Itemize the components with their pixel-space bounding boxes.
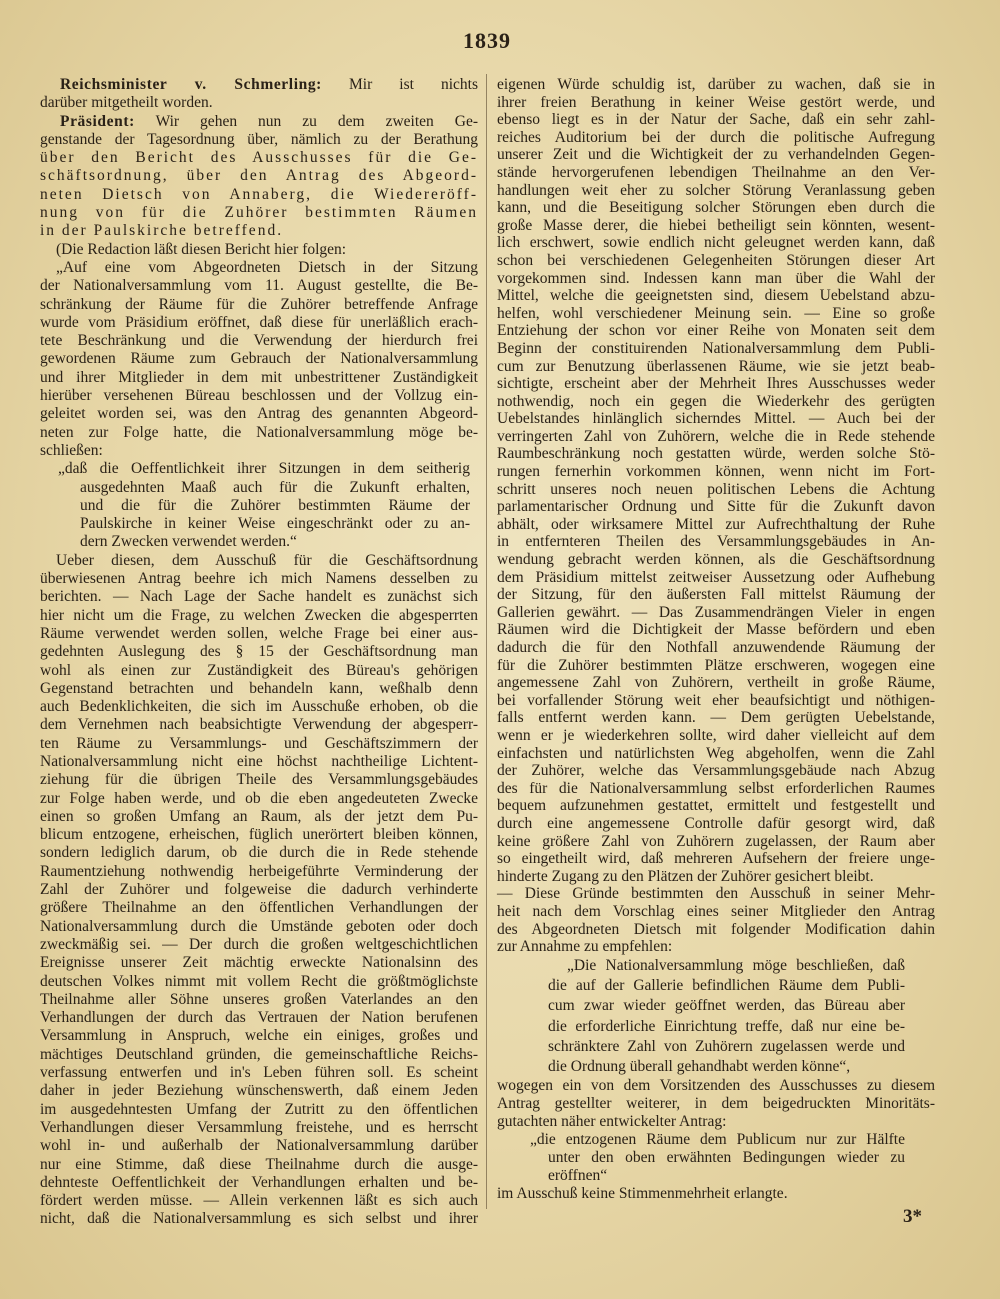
right-line-56: die Ordnung überall gehandhabt werden könne“, (548, 1058, 851, 1076)
left-line-52: Verhandlungen der durch das Vertrauen der Nation berufenen (40, 1009, 478, 1027)
right-line-26: abhält, oder wirksamere Mittel zur Aufrechthaltung der Ruhe (497, 515, 935, 533)
left-line-50: deutschen Volkes nimmt mit vollem Recht die größtmöglichste (40, 972, 478, 990)
left-line-11: „Auf eine vom Abgeordneten Dietsch in der Sitzung (56, 258, 478, 276)
right-line-39: einfachsten und natürlichsten Weg abgeholfen, wenn die Zahl (497, 744, 935, 762)
left-line-07: neten Dietsch von Annaberg, die Wiedereröff- (40, 185, 478, 203)
left-line-63: nicht, daß die Nationalversammlung es sich selbst und ihrer (40, 1210, 478, 1228)
right-line-03: ebenso liegt es in der Natur der Sache, daß ein sehr zahl- (497, 111, 935, 129)
right-line-59: gutachten näher entwickelter Antrag: (497, 1113, 727, 1131)
right-line-23: rungen fernerhin vorkommen können, wenn nicht im Fort- (497, 463, 935, 481)
left-line-36: dem Vernehmen nach beabsichtigte Verwendung der abgesperr- (40, 716, 478, 734)
left-line-40: zur Folge haben werde, und ob die eben angedeuteten Zwecke (40, 789, 478, 807)
right-line-44: keine größere Zahl von Zuhörern zugelassen, der Raum aber (497, 832, 935, 850)
right-line-05: unserer Zeit und die Wichtigkeit der zu verhandelnden Gegen- (497, 146, 935, 164)
left-line-24: und die für die Zuhörer bestimmten Räume der (80, 496, 470, 514)
left-line-25: Paulskirche in keiner Weise eingeschränkt oder zu an- (80, 515, 470, 533)
left-line-10: (Die Redaction läßt diesen Bericht hier folgen: (56, 240, 347, 258)
right-line-14: helfen, wohl verschiedener Meinung sein. — Eine so große (497, 304, 935, 322)
right-line-18: sichtigte, erscheint aber der Mehrheit Ihres Ausschusses weder (497, 375, 935, 393)
right-line-46: hinderte Zugang zu den Plätzen der Zuhörer gesichert bleibt. (497, 867, 874, 885)
left-line-58: Verhandlungen dieser Versammlung freistehe, und es herrscht (40, 1118, 478, 1136)
left-line-48: zweckmäßig sei. — Der durch die großen weltgeschichtlichen (40, 935, 478, 953)
left-line-23: ausgedehnten Maaß auch für die Zukunft erhalten, (80, 478, 470, 496)
left-line-28: überwiesenen Antrag beehre ich mich Namens desselben zu (40, 570, 478, 588)
left-line-06: schäftsordnung, über den Antrag des Abgeord- (40, 167, 478, 185)
right-line-08: kann, und die Beseitigung solcher Störungen eben durch die (497, 199, 935, 217)
right-line-58: Antrag gestellter weiterer, in dem beigedruckten Minoritäts- (497, 1095, 935, 1113)
right-line-52: die auf der Gallerie befindlichen Räume dem Publi- (548, 976, 905, 994)
left-line-54: mächtiges Deutschland gründen, die gemeinschaftliche Reichs- (40, 1045, 478, 1063)
left-line-60: nur eine Stimme, daß diese Theilnahme durch die ausge- (40, 1155, 478, 1173)
right-line-13: Mittel, welche die geeignetsten sind, diesem Uebelstand abzu- (497, 287, 935, 305)
left-line-51: Theilnahme aller Söhne unseres großen Vaterlandes an den (40, 990, 478, 1008)
left-line-26: dern Zwecken verwendet werden.“ (80, 533, 297, 551)
right-line-47: — Diese Gründe bestimmten den Ausschuß in seiner Mehr- (497, 885, 935, 903)
right-line-36: bei vorfallender Störung weit eher beaufsichtigt und nöthigen- (497, 691, 935, 709)
left-line-01 (40, 76, 478, 94)
left-line-34: Gegenstand betrachten und behandeln kann, weßhalb denn (40, 679, 478, 697)
speaker-praesident: Präsident: (60, 112, 135, 130)
left-line-29: berichten. — Nach Lage der Sache handelt es zunächst sich (40, 588, 478, 606)
left-line-38: Nationalversammlung nicht eine höchst nachtheilige Lichtent- (40, 752, 478, 770)
right-line-16: Beginn der constituirenden Nationalversammlung dem Publi- (497, 339, 935, 357)
right-line-55: schränktere Zahl von Zuhörern zugelassen werde und (548, 1037, 905, 1055)
left-line-56: daher in jeder Beziehung wünschenswerth, daß einem Jeden (40, 1082, 478, 1100)
left-line-02: darüber mitgetheilt worden. (40, 94, 213, 112)
right-line-41: des für die Nationalversammlung selbst erforderlichen Raumes (497, 779, 935, 797)
right-line-60: „die entzogenen Räume dem Publicum nur zur Hälfte (530, 1131, 905, 1149)
left-line-32: gedehnten Auslegung des § 15 der Geschäftsordnung man (40, 643, 478, 661)
left-line-46: größere Theilnahme an den öffentlichen Verhandlungen der (40, 899, 478, 917)
left-line-55: verfassung entwerfen und in's Leben führen soll. Es scheint (40, 1064, 478, 1082)
right-line-24: schritt unseres noch neuen politischen Lebens die Achtung (497, 480, 935, 498)
right-line-28: wendung gebracht werden können, als die Geschäftsordnung (497, 551, 935, 569)
left-line-37: ten Räume zu Versammlungs- und Geschäftszimmern der (40, 734, 478, 752)
left-line-33: wohl als einen zur Zuständigkeit des Büreau's gehörigen (40, 661, 478, 679)
right-line-45: so eingetheilt wird, daß mehreren Aufsehern der freiere unge- (497, 850, 935, 868)
right-line-01: eigenen Würde schuldig ist, darüber zu wachen, daß sie in (497, 76, 935, 93)
right-line-29: dem Präsidium mittelst zeitweiser Aussetzung oder Aufhebung (497, 568, 935, 586)
left-line-57: im ausgedehntesten Umfang der Zutritt zu den öffentlichen (40, 1100, 478, 1118)
left-line-22: „daß die Oeffentlichkeit ihrer Sitzungen in dem seitherig (58, 460, 470, 478)
left-line-45: Zahl der Zuhörer und folgeweise die dadurch verhinderte (40, 881, 478, 899)
right-line-04: reiches Auditorium bei der durch die politische Aufregung (497, 128, 935, 146)
left-line-12: der Nationalversammlung vom 11. August gestellte, die Be- (40, 277, 478, 295)
right-line-54: die erforderliche Einrichtung treffe, daß nur eine be- (548, 1017, 905, 1035)
right-line-06: stände hervorgerufenen lebendigen Theilnahme an den Ver- (497, 163, 935, 181)
right-line-63: im Ausschuß keine Stimmenmehrheit erlangte. (497, 1185, 788, 1203)
right-line-02: ihrer freien Berathung in keiner Weise gestört werde, und (497, 93, 935, 111)
left-line-08: nung von für die Zuhörer bestimmten Räumen (40, 204, 478, 222)
left-line-42: blicum entzogene, erheischen, füglich unerörtert bleiben können, (40, 826, 478, 844)
right-line-37: falls entfernt werden kann. — Dem gerügten Uebelstande, (497, 709, 935, 727)
page-number: 1839 (463, 28, 511, 53)
column-divider (486, 74, 487, 1209)
left-line-41: einen so großen Umfang an Raum, als der jetzt dem Pu- (40, 807, 478, 825)
left-line-15: tete Beschränkung und die Verwendung der hierdurch frei (40, 332, 478, 350)
left-column (40, 76, 478, 1229)
left-line-03-text: Wir gehen nun zu dem zweiten Ge- (134, 112, 478, 130)
left-line-18: hierüber versehenen Büreau beschlossen und der Vollzug ein- (40, 387, 478, 405)
right-line-51: „Die Nationalversammlung möge beschließen, daß (567, 956, 905, 974)
right-line-53: cum zwar wieder geöffnet werden, das Büreau aber (548, 997, 905, 1015)
right-line-20: Uebelstandes hinlänglich sicherndes Mittel. — Auch bei der (497, 410, 935, 428)
right-line-30: der Sitzung, für den äußersten Fall mittelst Räumung der (497, 586, 935, 604)
left-line-05: über den Bericht des Ausschusses für die Ge- (40, 149, 478, 167)
left-line-35: auch Bedenklichkeiten, die sich im Ausschuße erhoben, ob die (40, 698, 478, 716)
right-line-10: lich erschwert, sowie endlich nicht geleugnet werden kann, daß (497, 234, 935, 252)
right-line-34: für die Zuhörer bestimmten Plätze erschweren, wogegen eine (497, 656, 935, 674)
right-line-40: der Zuhörer, welche das Versammlungsgebäude nach Abzug (497, 762, 935, 780)
right-column (497, 76, 935, 1203)
right-line-27: in entfernteren Theilen des Versammlungsgebäudes in An- (497, 533, 935, 551)
left-line-03 (40, 113, 478, 131)
right-line-50: zur Annahme zu empfehlen: (497, 938, 673, 956)
right-line-07: handlungen weit eher zu solcher Störung Veranlassung geben (497, 181, 935, 199)
left-line-53: Versammlung in Anspruch, welche ein einiges, großes und (40, 1027, 478, 1045)
right-line-12: vorgekommen sind. Indessen kann man über die Wahl der (497, 269, 935, 287)
left-line-01-text: Mir ist nichts (321, 76, 478, 93)
left-line-16: gewordenen Räume zum Gebrauch der Nationalversammlung (40, 350, 478, 368)
left-line-47: Nationalversammlung durch die Umstände geboten oder doch (40, 917, 478, 935)
right-line-62: eröffnen“ (548, 1167, 608, 1185)
signature-mark: 3* (903, 1206, 922, 1227)
left-line-61: dehnteste Oeffentlichkeit der Verhandlungen erhalten und be- (40, 1173, 478, 1191)
right-line-61: unter den oben erwähnten Bedingungen wieder zu (548, 1149, 905, 1167)
right-line-25: parlamentarischer Ordnung und Sitte für die Zukunft davon (497, 498, 935, 516)
right-line-42: bequem aufzunehmen gestattet, ermittelt und festgestellt und (497, 797, 935, 815)
right-line-57: wogegen ein von dem Vorsitzenden des Ausschusses zu diesem (497, 1077, 935, 1095)
left-line-09: in der Paulskirche betreffend. (40, 222, 284, 240)
left-line-27: Ueber diesen, dem Ausschuß für die Geschäftsordnung (56, 551, 478, 569)
left-line-17: und ihrer Mitglieder in dem mit unbestrittener Zuständigkeit (40, 368, 478, 386)
right-line-35: angemessene Zahl von Zuhörern, vertheilt in große Räume, (497, 674, 935, 692)
left-line-13: schränkung der Räume für die Zuhörer betreffende Anfrage (40, 295, 478, 313)
right-line-38: wenn er je wiederkehren sollte, wird daher vielleicht auf dem (497, 726, 935, 744)
left-line-62: fördert werden müsse. — Allein verkennen läßt es sich auch (40, 1192, 478, 1210)
left-line-59: wohl in- und außerhalb der Nationalversammlung darüber (40, 1137, 478, 1155)
right-line-19: nothwendig, noch ein gegen die Wiederkehr des gerügten (497, 392, 935, 410)
right-line-09: große Masse derer, die hiebei betheiligt sein könnten, wesent- (497, 216, 935, 234)
speaker-schmerling: Reichsminister v. Schmerling: (60, 76, 322, 93)
left-line-39: ziehung für die übrigen Theile des Versammlungsgebäudes (40, 771, 478, 789)
right-line-21: verringerten Zahl von Zuhörern, welche die in Rede stehende (497, 427, 935, 445)
right-line-33: dadurch die für den Nothfall anzuwendende Räumung der (497, 639, 935, 656)
right-line-17: cum zur Benutzung überlassenen Räume, wie sie jetzt beab- (497, 357, 935, 375)
left-line-20: neten zur Folge hatte, die Nationalversammlung möge be- (40, 423, 478, 441)
right-line-22: Raumbeschränkung noch gestatten würde, werden solche Stö- (497, 445, 935, 463)
left-line-31: Räume verwendet werden sollen, welche Frage bei einer aus- (40, 624, 478, 642)
right-line-43: durch eine angemessene Controlle dafür gesorgt wird, daß (497, 814, 935, 832)
right-line-49: des Abgeordneten Dietsch mit folgender Modification dahin (497, 920, 935, 938)
right-line-48: heit nach dem Vorschlag eines seiner Mitglieder den Antrag (497, 902, 935, 920)
left-line-44: Raumentziehung nothwendig herbeigeführte Verminderung der (40, 862, 478, 880)
left-line-43: sondern lediglich darum, ob die durch die in Rede stehende (40, 844, 478, 862)
left-line-14: wurde vom Präsidium eröffnet, daß diese für unerläßlich erach- (40, 313, 478, 331)
right-line-32: Räumen wird die Dichtigkeit der Masse befördern und eben (497, 621, 935, 639)
left-line-30: hier nicht um die Frage, zu welchen Zwecken die abgesperrten (40, 606, 478, 624)
left-line-19: geleitet worden sei, was den Antrag des genannten Abgeord- (40, 405, 478, 423)
right-line-11: schon bei verschiedenen Gelegenheiten Störungen dieser Art (497, 251, 935, 269)
left-line-21: schließen: (40, 441, 103, 459)
right-line-31: Gallerien gewährt. — Das Zusammendrängen Vieler in engen (497, 603, 935, 621)
right-line-15: Entziehung der schon vor einer Reihe von Monaten seit dem (497, 322, 935, 340)
left-line-49: Ereignisse unserer Zeit mächtig erweckte Nationalsinn des (40, 954, 478, 972)
left-line-04: genstande der Tagesordnung über, nämlich zu der Berathung (40, 130, 478, 148)
